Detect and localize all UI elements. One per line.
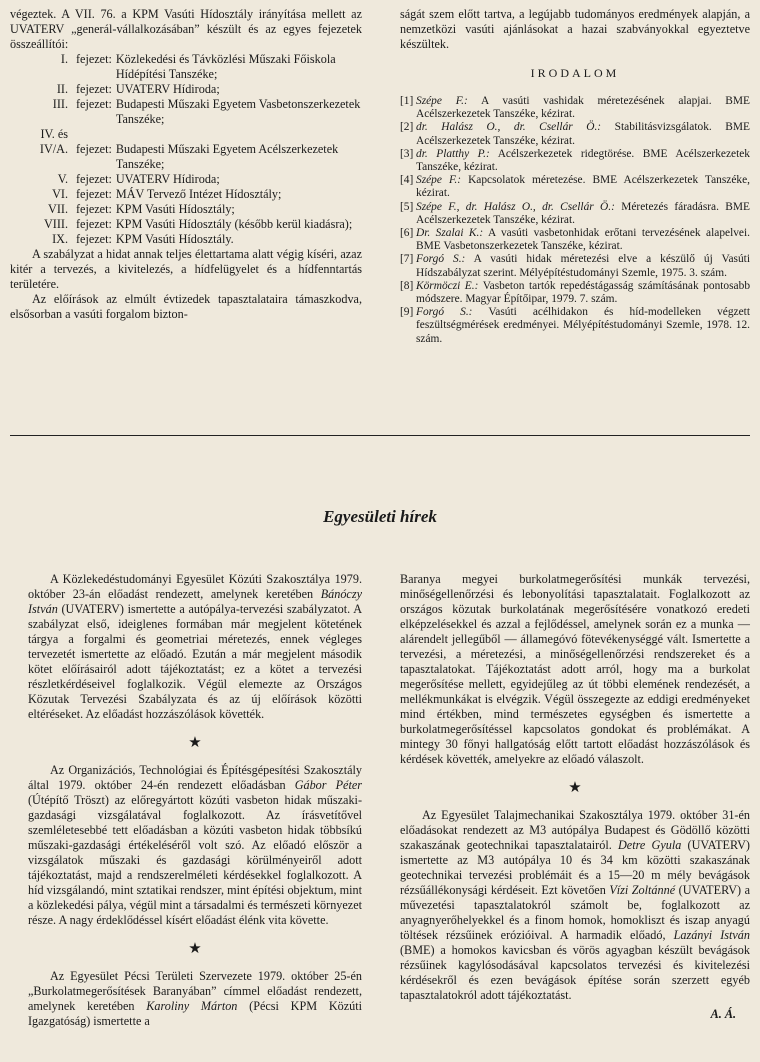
reference-number: [1] — [400, 95, 414, 107]
reference-author: Forgó S.: — [416, 253, 466, 266]
person-name: Bánóczy István — [28, 587, 362, 616]
news-left-column — [28, 572, 362, 1029]
news-right-column — [400, 572, 750, 1022]
section-divider — [10, 435, 750, 436]
star-separator: ★ — [188, 735, 202, 751]
reference-author: dr. Platthy P.: — [416, 147, 490, 160]
chapter-item — [10, 97, 362, 127]
reference-number: [8] — [400, 279, 414, 292]
chapter-number: VII. — [48, 202, 68, 216]
reference-number: [5] — [400, 200, 414, 213]
chapter-item — [10, 202, 362, 217]
top-left-column — [10, 7, 362, 322]
chapter-number: VI. — [52, 187, 68, 201]
news-article: Az Egyesület Pécsi Területi Szervezete 1979. október 25-én „Burkolatmegerősítések Baranyában” címmel előadást rendezett, amelynek keretében Karoliny Márton (Pécsi KPM Közúti Igazgatóság) ismertette a — [28, 969, 362, 1028]
bibliography-list — [400, 95, 750, 346]
star-separator: ★ — [188, 941, 202, 957]
reference-item — [400, 121, 750, 147]
chapter-number: III. — [52, 97, 68, 111]
chapter-label: fejezet: — [76, 217, 112, 231]
chapter-item — [10, 187, 362, 202]
section-heading: Egyesületi hírek — [323, 507, 437, 526]
reference-item — [400, 95, 750, 121]
news-article: Az Organizációs, Technológiai és Építésgépesítési Szakosztály által 1979. október 24-én rendezett előadásban Gábor Péter (Útépítő Tröszt) az előregyártott közúti vasbeton hidak műszaki-gazdasági vizsgálatával foglalkozott. Az írásvetítővel szemléletesebbé tett előadásban a közúti vasbeton hidak többsíkú műszaki-gazdasági értékeléséről volt szó. Az előadó először a vizsgálatok műszaki és gazdasági körülményeiről adott tájékoztatást, majd a rendszerelméleti kérdésekkel foglalkozott. A híd vizsgálandó, mint sztatikai rendszer, mint építési objektum, mint a közlekedési pálya, végül mint a társadalmi és természeti környezet része. A nagy érdeklődéssel kísért előadást élénk vita követte. — [28, 763, 362, 927]
chapter-number: IV/A. — [39, 142, 68, 156]
reference-title: A vasúti vasbetonhidak erőtani tervezésének alapelvei. BME Vasbetonszerkezetek Tanszéke, kézirat. — [416, 227, 750, 253]
reference-author: Szépe F.: — [416, 174, 462, 187]
reference-text — [416, 227, 750, 253]
reference-text — [416, 174, 750, 200]
chapter-number: IV. és — [40, 127, 68, 141]
reference-number: [3] — [400, 147, 414, 160]
reference-title: Vasúti acélhidakon és híd-modelleken végzett feszültségmérések eredményei. Mélyépítéstudományi Szemle, 1978. 12. szám. — [416, 306, 750, 345]
chapter-label: fejezet: — [76, 172, 112, 186]
chapter-label: fejezet: — [76, 142, 112, 156]
person-name: Detre Gyula — [618, 838, 682, 852]
chapter-item — [10, 217, 362, 232]
reference-title: Méretezés fáradásra. BME Acélszerkezetek Tanszéke, kézirat. — [416, 200, 750, 226]
chapter-number: IX. — [52, 232, 68, 246]
reference-title: Vasbeton tartók repedéstágasság számításának pontosabb módszere. Magyar Építőipar, 1979. 7. szám. — [416, 279, 751, 306]
reference-text — [416, 95, 750, 121]
bibliography-title: IRODALOM — [530, 66, 620, 80]
person-name: Vízi Zoltánné — [609, 883, 676, 897]
person-name: Karoliny Márton — [146, 999, 238, 1013]
reference-number: [2] — [400, 121, 414, 134]
reference-number: [6] — [400, 227, 414, 240]
chapter-author: KPM Vasúti Hídosztály (később kerül kiadásra); — [115, 217, 353, 231]
chapter-item — [10, 52, 362, 82]
chapter-label: fejezet: — [76, 187, 112, 201]
chapter-author: MÁV Tervező Intézet Hídosztály; — [115, 187, 282, 201]
chapter-author: KPM Vasúti Hídosztály; — [115, 202, 235, 216]
reference-text — [416, 121, 750, 147]
chapter-item — [10, 82, 362, 97]
reference-author: Dr. Szalai K.: — [416, 227, 484, 240]
reference-text — [416, 253, 750, 279]
reference-author: Körmöczi E.: — [416, 279, 479, 292]
chapter-list — [10, 52, 362, 247]
reference-item — [400, 148, 750, 174]
author-signature: A. Á. — [710, 1007, 736, 1021]
chapter-label: fejezet: — [76, 232, 112, 246]
reference-title: A vasúti hidak méretezési elve a készülő új Vasúti Hídszabályzat szerint. Mélyépítéstudományi Szemle, 1975. 3. szám. — [416, 253, 750, 279]
chapter-author — [80, 127, 362, 142]
news-article: Baranya megyei burkolatmegerősítési munkák tervezési, minőségellenőrzési és lebonyolítási tapasztalatait. Foglalkozott az országos közutak burkolatának megerősítésére vonatkozó eredeti elképzelésekkel és azzal a fejlődéssel, amelynek során ez a munka — alárendelt jellegűből — államegóvó fötevékenységgé vált. Ismertette a tervezési, a méretezési, a minőségellenőrzési rendszereket és a tapasztalatokat. Tájékoztatást adott arról, hogy ma a burkolat megerősítése mellett, egyidejűleg az út többi elemének rendezését, a mellékmunkákat is elvégzik. Végül összegezte az eddigi eredményeket mind értékben, mind természetes egységben és ismertette a burkolatmegerősítéssel kapcsolatos gondokat és problémákat. A mintegy 30 főnyi hallgatóság előtt tartott előadást hozzászólások és kérdések követték, amelyekre az előadó válaszolt. — [400, 572, 750, 766]
news-article: A Közlekedéstudományi Egyesület Közúti Szakosztálya 1979. október 23-án előadást rendezett, amelynek keretében Bánóczy István (UVATERV) ismertette a autópálya-tervezési szabályzatot. A szabályzat első, ideiglenes formában már megjelent kötetének tárgya a forgalmi és geometriai méretezés, ennek végleges tervezetét ismertette az előadó. Ezután a már megjelent második kötet előírásairól adott tájékoztatást; ez a kötet a tervezési részletkérdéseivel foglalkozik. Végül elemezte az Országos Közutak Tervezési Szabályzata és az új előírások közötti eltéréseket. Az előadást hozzászólások követték. — [28, 572, 362, 721]
reference-title: Stabilitásvizsgálatok. BME Acélszerkezetek Tanszéke, kézirat. — [416, 121, 750, 147]
reference-number: [4] — [400, 174, 414, 187]
reference-author: Szépe F., dr. Halász O., dr. Csellár Ö.: — [416, 200, 615, 213]
chapter-label: fejezet: — [76, 202, 112, 216]
person-name: Lazányi István — [673, 928, 750, 942]
chapter-author: Budapesti Műszaki Egyetem Acélszerkezetek Tanszéke; — [115, 142, 339, 171]
reference-author: Szépe F.: — [416, 95, 468, 107]
chapter-number: V. — [57, 172, 68, 186]
reference-number: [9] — [400, 306, 414, 319]
reference-item — [400, 280, 750, 306]
reference-item — [400, 201, 750, 227]
chapter-label: fejezet: — [76, 97, 112, 111]
chapter-author: Közlekedési és Távközlési Műszaki Főiskola Hídépítési Tanszéke; — [115, 52, 336, 81]
reference-item — [400, 306, 750, 346]
reference-title: Kapcsolatok méretezése. BME Acélszerkezetek Tanszéke, kézirat. — [416, 174, 750, 200]
top-right-column — [400, 7, 750, 346]
chapter-number: I. — [60, 52, 68, 66]
intro-paragraph: végeztek. A VII. 76. a KPM Vasúti Hídosztály irányítása mellett az UVATERV „generál-vállalkozásában” készült és az egyes fejezetek összeállítói: — [10, 7, 362, 51]
reference-item — [400, 253, 750, 279]
person-name: Gábor Péter — [294, 778, 362, 792]
chapter-author: KPM Vasúti Hídosztály. — [115, 232, 234, 246]
chapter-author: UVATERV Hídiroda; — [115, 82, 220, 96]
chapter-item — [10, 127, 362, 142]
reference-text — [416, 148, 750, 174]
chapter-label: fejezet: — [76, 52, 112, 66]
reference-title: Acélszerkezetek ridegtörése. BME Acélszerkezetek Tanszéke, kézirat. — [416, 147, 750, 174]
star-separator: ★ — [568, 780, 582, 796]
reference-number: [7] — [400, 253, 414, 266]
chapter-item — [10, 232, 362, 247]
paragraph: A szabályzat a hidat annak teljes élettartama alatt végig kíséri, azaz kitér a tervezés, a kivitelezés, a hídfelügyelet és a hídfenntartás területére. — [10, 247, 362, 291]
chapter-number: II. — [56, 82, 68, 96]
chapter-number: VIII. — [43, 217, 68, 231]
reference-title: A vasúti vashidak méretezésének alapjai. BME Acélszerkezetek Tanszéke, kézirat. — [416, 95, 750, 121]
chapter-item — [10, 142, 362, 172]
chapter-author: UVATERV Hídiroda; — [115, 172, 220, 186]
news-article: Az Egyesület Talajmechanikai Szakosztálya 1979. október 31-én előadásokat rendezett az M3 autópálya Budapest és Gödöllő közötti szakaszának geotechnikai tapasztalatairól. Detre Gyula (UVATERV) ismertette az M3 autópálya 10 és 34 km közötti szakaszának geotechnikai tervezési problémáit és a 15—20 m mély bevágások rézsűállékonysági kérdéseit. Ezt követően Vízi Zoltánné (UVATERV) a művezetési tapasztalatokról számolt be, foglalkozott az anyagnyerőhelyekkel és a finom homok, homokliszt és iszap anyagú töltések rézsűinek erózióival. A harmadik előadó, Lazányi István (BME) a homokos kavicsban és vörös agyagban készült bevágások rézsűinek kagylósodásával kapcsolatos tervezési és kivitelezési kérdésekről és ezen bevágások építése során szerzett egyéb tapasztalatokról adott tájékoztatást. — [400, 808, 750, 1002]
chapter-item — [10, 172, 362, 187]
reference-author: dr. Halász O., dr. Csellár Ö.: — [416, 121, 602, 134]
chapter-label: fejezet: — [76, 82, 112, 96]
reference-item — [400, 174, 750, 200]
paragraph: ságát szem előtt tartva, a legújabb tudományos eredmények alapján, a nemzetközi vasúti ajánlásokat a hazai szabványokkal egyeztetve készültek. — [400, 7, 750, 51]
paragraph: Az előírások az elmúlt évtizedek tapasztalataira támaszkodva, elsősorban a vasúti forgalom bizton- — [10, 292, 362, 321]
chapter-author: Budapesti Műszaki Egyetem Vasbetonszerkezetek Tanszéke; — [115, 97, 361, 126]
reference-text — [416, 280, 750, 306]
reference-author: Forgó S.: — [416, 306, 473, 319]
reference-item — [400, 227, 750, 253]
reference-text — [416, 306, 750, 346]
reference-text — [416, 201, 750, 227]
